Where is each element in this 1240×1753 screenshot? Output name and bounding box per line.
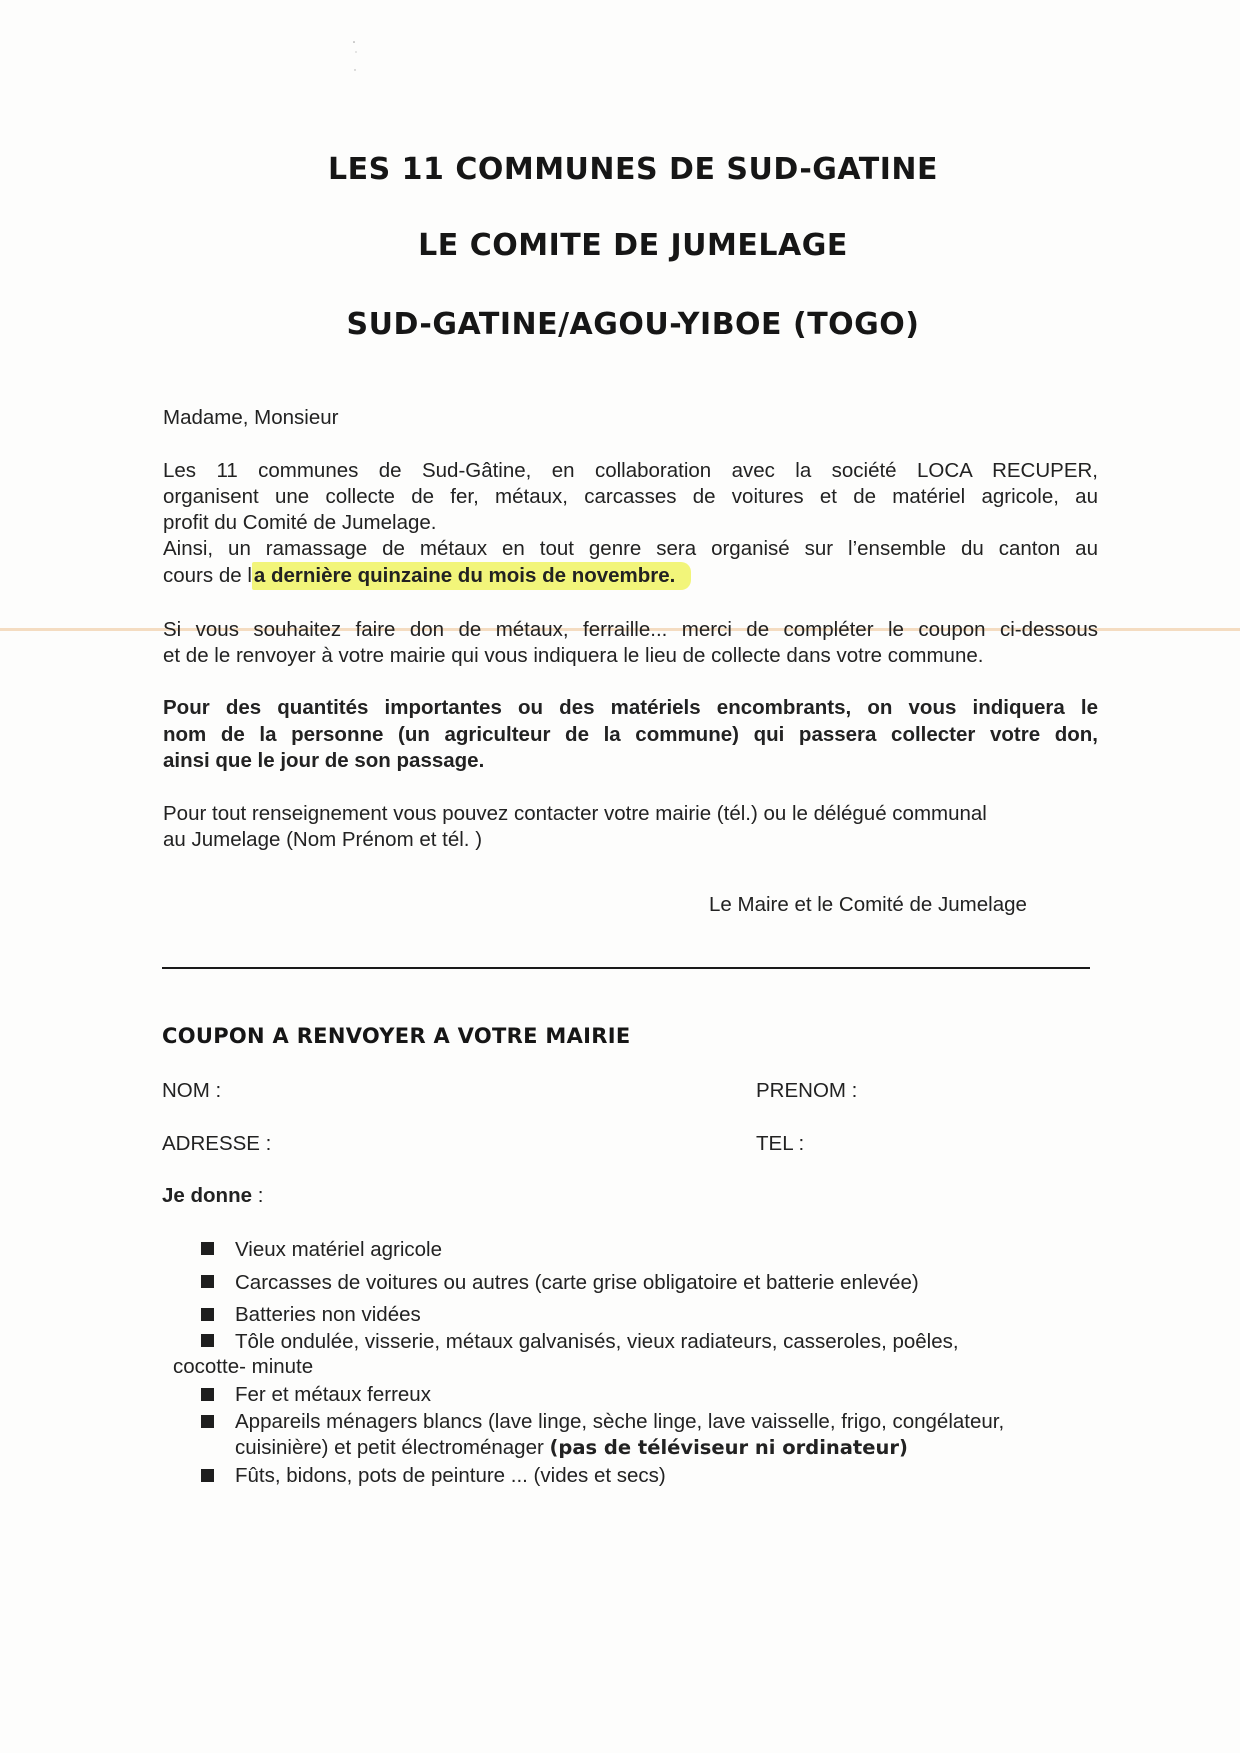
paragraph-3-line-1: Pour des quantités importantes ou des matériels encombrants, on vous indiquera le (163, 696, 1098, 719)
paragraph-1-line-3: profit du Comité de Jumelage. (163, 511, 437, 534)
paragraph-1-line-5 (163, 563, 1098, 590)
paragraph-1-line-2: organisent une collecte de fer, métaux, carcasses de voitures et de matériel agricole, au (163, 485, 1098, 508)
list-item: Carcasses de voitures ou autres (carte grise obligatoire et batterie enlevée) (235, 1271, 919, 1294)
list-item: Fer et métaux ferreux (235, 1383, 431, 1406)
je-donne-colon: : (252, 1184, 264, 1207)
paragraph-4-line-2: au Jumelage (Nom Prénom et tél. ) (163, 828, 483, 851)
header-line-1: LES 11 COMMUNES DE SUD-GATINE (327, 152, 939, 187)
adresse-field-label: ADRESSE : (162, 1132, 272, 1155)
coupon-title: COUPON A RENVOYER A VOTRE MAIRIE (162, 1024, 631, 1048)
cut-line-divider (162, 967, 1090, 969)
nom-field-label: NOM : (162, 1079, 222, 1102)
paragraph-1-line-4: Ainsi, un ramassage de métaux en tout genre sera organisé sur l’ensemble du canton au (163, 537, 1098, 560)
paragraph-3-line-2: nom de la personne (un agriculteur de la commune) qui passera collecter votre don, (163, 723, 1098, 746)
list-item: Vieux matériel agricole (235, 1238, 443, 1261)
paragraph-2-line-2: et de le renvoyer à votre mairie qui vous indiquera le lieu de collecte dans votre commune. (163, 644, 984, 667)
je-donne-text: Je donne (162, 1184, 252, 1207)
item6-wrap-start: cuisinière) et petit électroménager (235, 1436, 550, 1459)
paragraph-1-line-5-start: cours de l (163, 564, 252, 587)
square-bullet-icon (201, 1334, 214, 1347)
greeting: Madame, Monsieur (163, 406, 339, 429)
prenom-field-label: PRENOM : (756, 1079, 858, 1102)
scan-specks (352, 38, 358, 78)
je-donne-label (162, 1184, 263, 1208)
square-bullet-icon (201, 1242, 214, 1255)
signature: Le Maire et le Comité de Jumelage (709, 893, 1027, 916)
header-line-2: LE COMITE DE JUMELAGE (418, 228, 848, 263)
tel-field-label: TEL : (756, 1132, 805, 1155)
square-bullet-icon (201, 1308, 214, 1321)
list-item: Appareils ménagers blancs (lave linge, sèche linge, lave vaisselle, frigo, congélateur, (235, 1410, 1005, 1433)
list-item: Tôle ondulée, visserie, métaux galvanisés, vieux radiateurs, casseroles, poêles, (235, 1330, 959, 1353)
square-bullet-icon (201, 1469, 214, 1482)
paragraph-1-line-1: Les 11 communes de Sud-Gâtine, en collaboration avec la société LOCA RECUPER, (163, 459, 1098, 482)
list-item: Fûts, bidons, pots de peinture ... (vides et secs) (235, 1464, 666, 1487)
list-item-continuation: cocotte- minute (173, 1355, 314, 1378)
square-bullet-icon (201, 1415, 214, 1428)
header-line-3: SUD-GATINE/AGOU-YIBOE (TOGO) (346, 307, 920, 342)
highlighted-date-text: a dernière quinzaine du mois de novembre. (252, 562, 692, 590)
list-item-continuation (235, 1436, 908, 1460)
paragraph-2-line-1: Si vous souhaitez faire don de métaux, ferraille... merci de compléter le coupon ci-dessous (163, 618, 1098, 641)
square-bullet-icon (201, 1388, 214, 1401)
square-bullet-icon (201, 1275, 214, 1288)
item6-wrap-bold: (pas de téléviseur ni ordinateur) (549, 1436, 908, 1459)
list-item: Batteries non vidées (235, 1303, 421, 1326)
paragraph-3-line-3: ainsi que le jour de son passage. (163, 749, 485, 772)
paragraph-4-line-1: Pour tout renseignement vous pouvez contacter votre mairie (tél.) ou le délégué communal (163, 802, 987, 825)
